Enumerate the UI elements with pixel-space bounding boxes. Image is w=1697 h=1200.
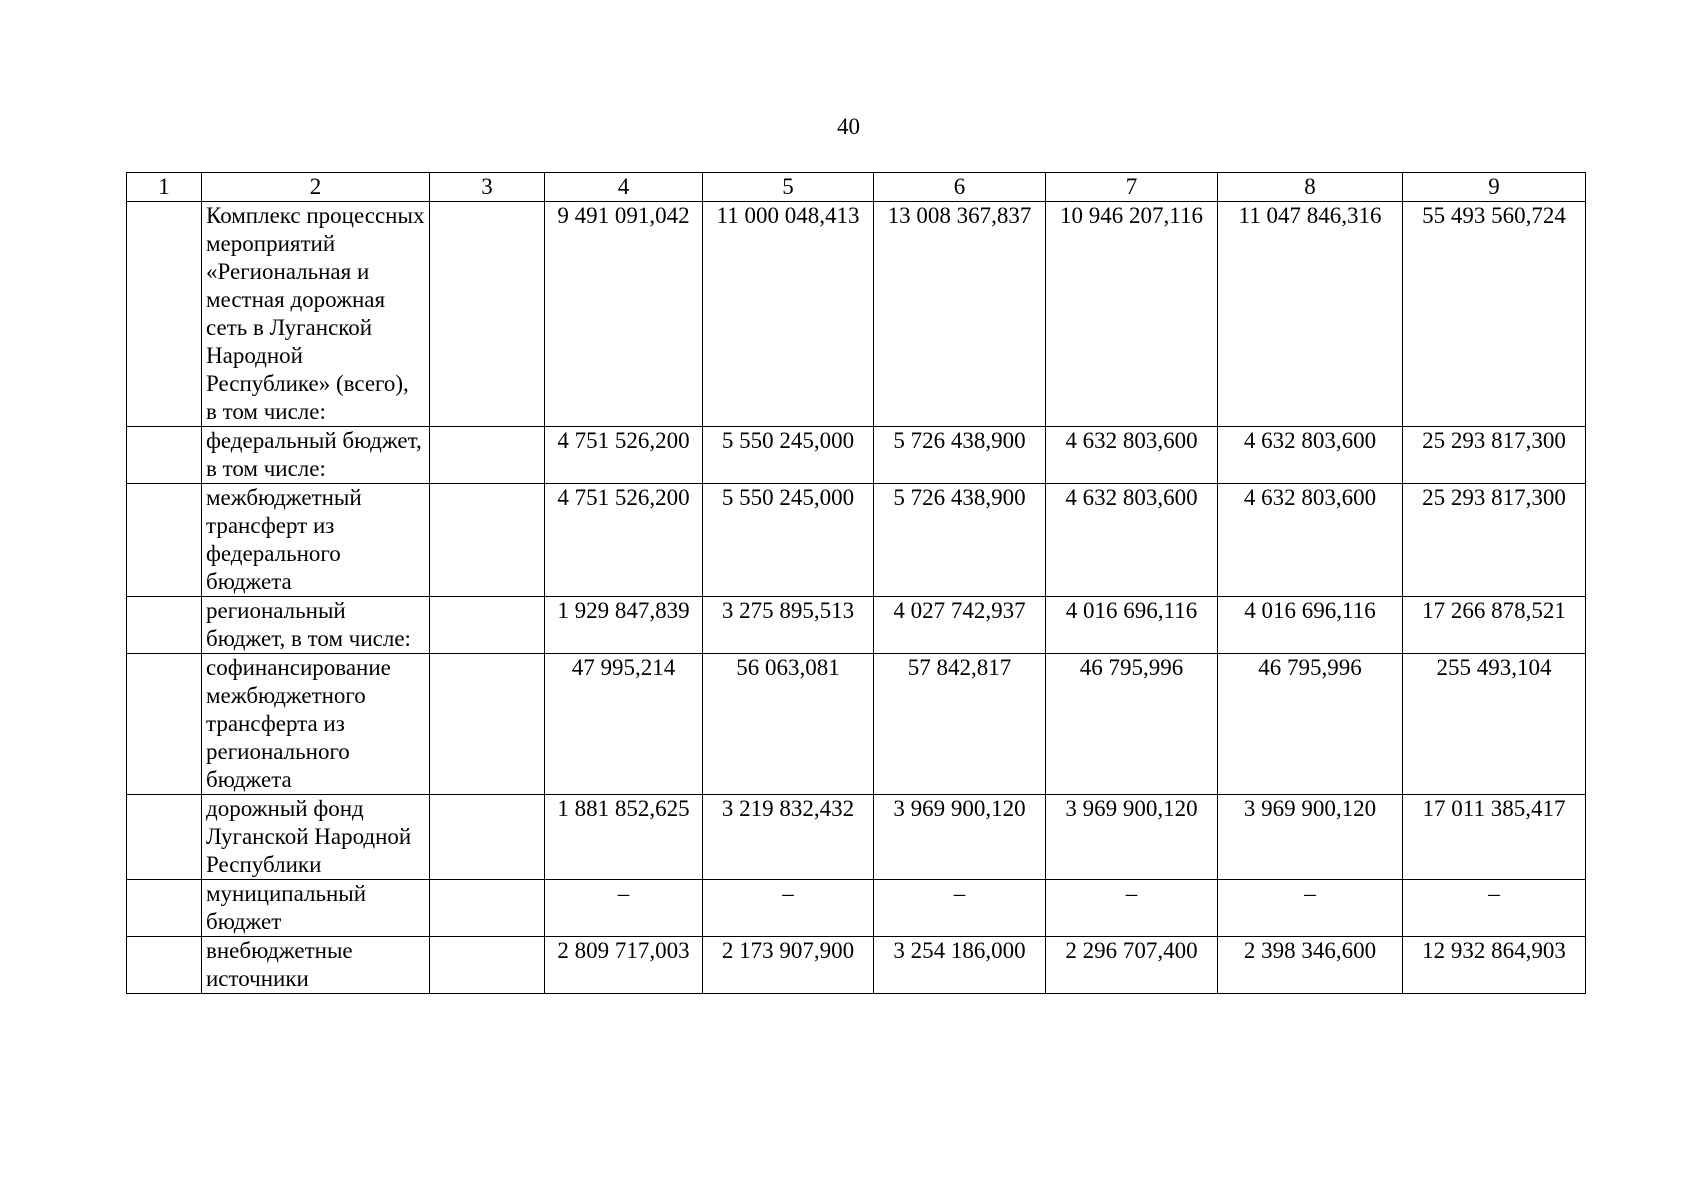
column-header: 1 bbox=[127, 173, 202, 202]
row-name-cell: муниципальный бюджет bbox=[202, 880, 430, 937]
value-cell: 11 000 048,413 bbox=[703, 202, 874, 427]
row-number-cell bbox=[127, 937, 202, 994]
value-cell: 3 254 186,000 bbox=[874, 937, 1046, 994]
table-row bbox=[127, 202, 1586, 427]
header-row bbox=[127, 173, 1586, 202]
row-name-cell: межбюджетный трансферт из федерального бюджета bbox=[202, 484, 430, 597]
column-header: 5 bbox=[703, 173, 874, 202]
row-empty-cell bbox=[430, 795, 545, 880]
value-cell: 55 493 560,724 bbox=[1403, 202, 1586, 427]
value-cell: 4 632 803,600 bbox=[1046, 427, 1218, 484]
value-cell: 46 795,996 bbox=[1218, 654, 1403, 795]
value-cell: 4 632 803,600 bbox=[1046, 484, 1218, 597]
value-cell: 25 293 817,300 bbox=[1403, 484, 1586, 597]
row-empty-cell bbox=[430, 654, 545, 795]
row-number-cell bbox=[127, 597, 202, 654]
value-cell: 4 632 803,600 bbox=[1218, 484, 1403, 597]
value-cell: 4 632 803,600 bbox=[1218, 427, 1403, 484]
value-cell: 3 969 900,120 bbox=[1218, 795, 1403, 880]
row-number-cell bbox=[127, 654, 202, 795]
row-name-cell: федеральный бюджет, в том числе: bbox=[202, 427, 430, 484]
row-number-cell bbox=[127, 880, 202, 937]
value-cell: 46 795,996 bbox=[1046, 654, 1218, 795]
value-cell: 17 011 385,417 bbox=[1403, 795, 1586, 880]
value-cell: 4 016 696,116 bbox=[1046, 597, 1218, 654]
table-body bbox=[127, 173, 1586, 994]
value-cell: 4 027 742,937 bbox=[874, 597, 1046, 654]
row-empty-cell bbox=[430, 880, 545, 937]
value-cell: – bbox=[1046, 880, 1218, 937]
value-cell: 4 016 696,116 bbox=[1218, 597, 1403, 654]
value-cell: 12 932 864,903 bbox=[1403, 937, 1586, 994]
value-cell: 5 726 438,900 bbox=[874, 484, 1046, 597]
column-header: 4 bbox=[545, 173, 703, 202]
value-cell: 25 293 817,300 bbox=[1403, 427, 1586, 484]
value-cell: 5 550 245,000 bbox=[703, 484, 874, 597]
row-name-cell: региональный бюджет, в том числе: bbox=[202, 597, 430, 654]
value-cell: 4 751 526,200 bbox=[545, 484, 703, 597]
row-empty-cell bbox=[430, 202, 545, 427]
table-row bbox=[127, 795, 1586, 880]
table-row bbox=[127, 880, 1586, 937]
value-cell: 255 493,104 bbox=[1403, 654, 1586, 795]
row-empty-cell bbox=[430, 484, 545, 597]
value-cell: 47 995,214 bbox=[545, 654, 703, 795]
value-cell: 5 726 438,900 bbox=[874, 427, 1046, 484]
row-number-cell bbox=[127, 202, 202, 427]
row-name-cell: Комплекс процессных мероприятий «Региональная и местная дорожная сеть в Луганской Народной Республике» (всего), в том числе: bbox=[202, 202, 430, 427]
value-cell: 17 266 878,521 bbox=[1403, 597, 1586, 654]
table-row bbox=[127, 427, 1586, 484]
value-cell: 2 809 717,003 bbox=[545, 937, 703, 994]
value-cell: 2 296 707,400 bbox=[1046, 937, 1218, 994]
table-row bbox=[127, 597, 1586, 654]
value-cell: 1 929 847,839 bbox=[545, 597, 703, 654]
page-number: 40 bbox=[837, 114, 860, 139]
table-row bbox=[127, 484, 1586, 597]
column-header: 2 bbox=[202, 173, 430, 202]
value-cell: 4 751 526,200 bbox=[545, 427, 703, 484]
value-cell: 2 173 907,900 bbox=[703, 937, 874, 994]
value-cell: 3 219 832,432 bbox=[703, 795, 874, 880]
value-cell: 3 969 900,120 bbox=[1046, 795, 1218, 880]
value-cell: 9 491 091,042 bbox=[545, 202, 703, 427]
row-number-cell bbox=[127, 427, 202, 484]
row-number-cell bbox=[127, 484, 202, 597]
value-cell: – bbox=[1218, 880, 1403, 937]
budget-table bbox=[126, 172, 1586, 994]
value-cell: 57 842,817 bbox=[874, 654, 1046, 795]
value-cell: 5 550 245,000 bbox=[703, 427, 874, 484]
value-cell: 2 398 346,600 bbox=[1218, 937, 1403, 994]
value-cell: 3 275 895,513 bbox=[703, 597, 874, 654]
value-cell: 56 063,081 bbox=[703, 654, 874, 795]
value-cell: 3 969 900,120 bbox=[874, 795, 1046, 880]
row-name-cell: софинансирование межбюджетного трансферта из регионального бюджета bbox=[202, 654, 430, 795]
value-cell: 10 946 207,116 bbox=[1046, 202, 1218, 427]
column-header: 9 bbox=[1403, 173, 1586, 202]
value-cell: 13 008 367,837 bbox=[874, 202, 1046, 427]
value-cell: 1 881 852,625 bbox=[545, 795, 703, 880]
column-header: 6 bbox=[874, 173, 1046, 202]
row-empty-cell bbox=[430, 597, 545, 654]
value-cell: – bbox=[874, 880, 1046, 937]
column-header: 3 bbox=[430, 173, 545, 202]
row-empty-cell bbox=[430, 427, 545, 484]
row-name-cell: внебюджетные источники bbox=[202, 937, 430, 994]
value-cell: 11 047 846,316 bbox=[1218, 202, 1403, 427]
value-cell: – bbox=[545, 880, 703, 937]
table-row bbox=[127, 654, 1586, 795]
row-name-cell: дорожный фонд Луганской Народной Республики bbox=[202, 795, 430, 880]
value-cell: – bbox=[1403, 880, 1586, 937]
row-empty-cell bbox=[430, 937, 545, 994]
column-header: 7 bbox=[1046, 173, 1218, 202]
value-cell: – bbox=[703, 880, 874, 937]
column-header: 8 bbox=[1218, 173, 1403, 202]
table-row bbox=[127, 937, 1586, 994]
row-number-cell bbox=[127, 795, 202, 880]
